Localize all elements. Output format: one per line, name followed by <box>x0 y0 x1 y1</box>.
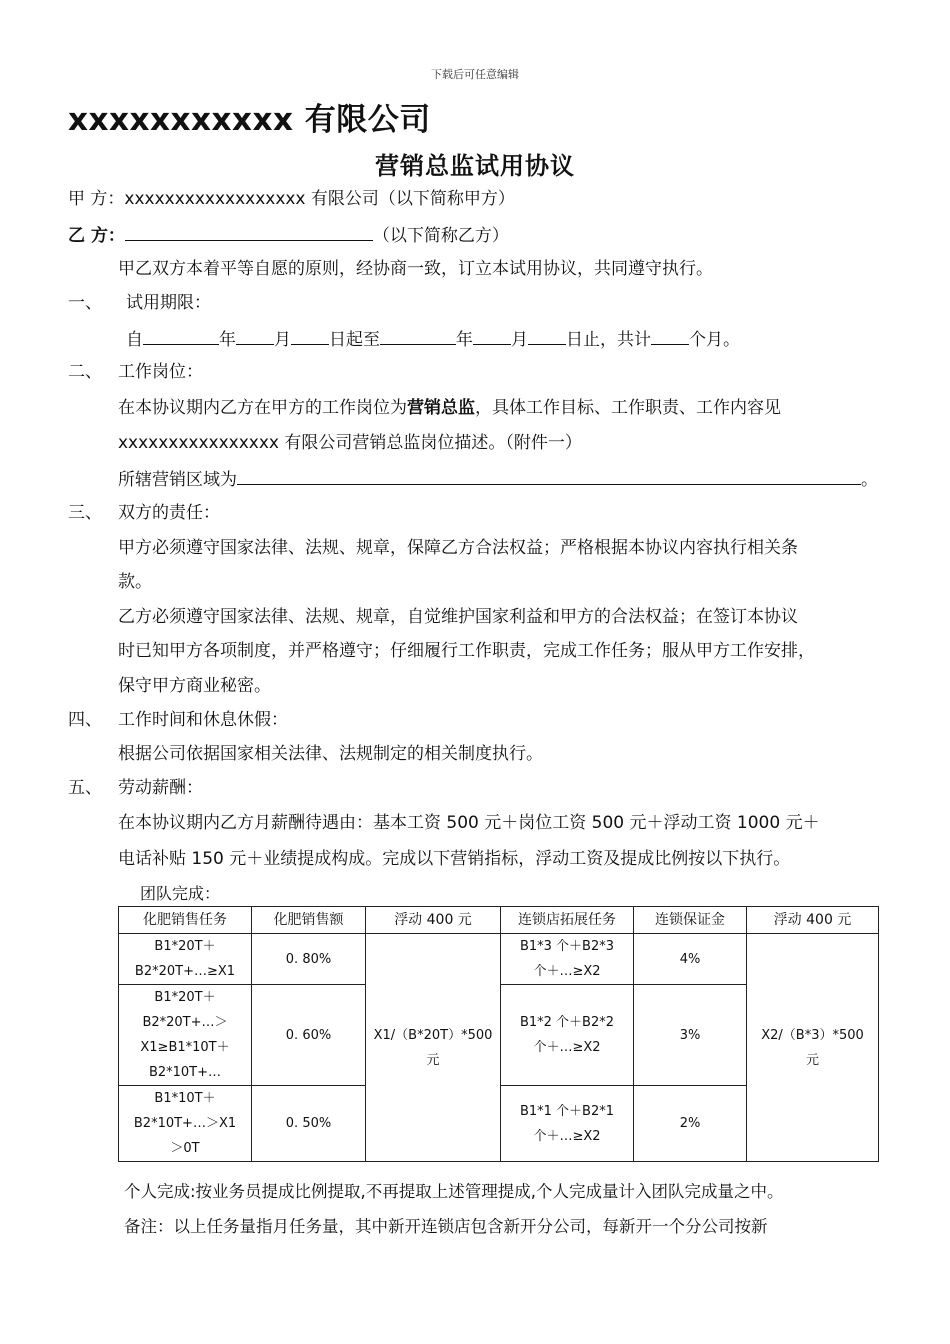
cell-line: B2*10T+… <box>148 1065 222 1080</box>
float-formula-1-cell <box>366 934 501 1162</box>
party-b-line <box>68 224 509 246</box>
fertilizer-task-cell <box>119 1086 252 1162</box>
table-header-cell: 化肥销售任务 <box>119 907 252 934</box>
chain-task-cell <box>501 934 634 985</box>
text-day-total: 日止，共计 <box>566 330 651 350</box>
work-hours-paragraph: 根据公司依据国家相关法律、法规制定的相关制度执行。 <box>118 744 543 764</box>
start-year-blank <box>143 328 219 345</box>
table-header-row <box>119 907 879 934</box>
fertilizer-task-cell <box>119 985 252 1086</box>
text-year: 年 <box>219 330 236 350</box>
text-month: 月 <box>274 330 291 350</box>
cell-line: 个＋…≥X2 <box>533 1040 601 1055</box>
end-month-blank <box>473 328 511 345</box>
end-year-blank <box>380 328 456 345</box>
salary-paragraph-line-2: 电话补贴 150 元＋业绩提成构成。完成以下营销指标，浮动工资及提成比例按以下执行。 <box>118 849 791 869</box>
table-header-cell: 化肥销售额 <box>252 907 366 934</box>
text-from-day-to: 日起至 <box>329 330 380 350</box>
commission-table <box>118 906 879 1162</box>
cell-line: B1*2 个＋B2*2 <box>519 1015 615 1030</box>
start-day-blank <box>291 328 329 345</box>
personal-completion-paragraph: 个人完成:按业务员提成比例提取,不再提取上述管理提成,个人完成量计入团队完成量之中。 <box>124 1182 784 1201</box>
party-a-label: 甲 方： <box>68 189 125 209</box>
party-a-line <box>68 189 515 209</box>
cell-line: B2*20T+…≥X1 <box>134 964 236 979</box>
party-b-label: 乙 方： <box>68 226 125 246</box>
chain-deposit-cell: 2% <box>634 1086 747 1162</box>
company-name: xxxxxxxxxxx 有限公司 <box>68 102 431 138</box>
section-3-number: 三、 <box>68 503 102 523</box>
party-b-duty-line-1: 乙方必须遵守国家法律、法规、规章，自觉维护国家利益和甲方的合法权益；在签订本协议 <box>118 607 798 627</box>
position-text-c: ，具体工作目标、工作职责、工作内容见 <box>475 398 781 418</box>
cell-line: ＞0T <box>170 1141 200 1156</box>
sales-region-blank <box>237 468 861 485</box>
section-1-title: 试用期限： <box>126 293 211 313</box>
cell-line: 个＋…≥X2 <box>533 964 601 979</box>
sales-region-label: 所辖营销区域为 <box>118 470 237 490</box>
party-b-blank <box>125 224 373 241</box>
text-month-2: 月 <box>511 330 528 350</box>
party-b-suffix: （以下简称乙方） <box>372 226 509 246</box>
remark-paragraph: 备注：以上任务量指月任务量，其中新开连锁店包含新开分公司，每新开一个分公司按新 <box>124 1217 768 1236</box>
cell-line: B1*20T＋ <box>154 939 216 954</box>
fertilizer-amount-cell: 0. 60% <box>252 985 366 1086</box>
text-zi: 自 <box>126 330 143 350</box>
text-year-2: 年 <box>456 330 473 350</box>
text-months: 个月。 <box>689 330 740 350</box>
cell-line: B1*10T＋ <box>154 1091 216 1106</box>
party-a-value: xxxxxxxxxxxxxxxxxx 有限公司（以下简称甲方） <box>124 189 515 209</box>
chain-task-cell <box>501 1086 634 1162</box>
end-day-blank <box>528 328 566 345</box>
section-3-title: 双方的责任： <box>118 503 220 523</box>
table-header-cell: 浮动 400 元 <box>366 907 501 934</box>
cell-line: 元 <box>805 1052 819 1068</box>
cell-line: 个＋…≥X2 <box>533 1128 601 1144</box>
cell-line: X2/（B*3）*500 <box>761 1027 864 1043</box>
chain-task-cell <box>501 985 634 1086</box>
cell-line: B1*20T＋ <box>154 990 216 1005</box>
position-name: 营销总监 <box>407 398 475 418</box>
section-4-title: 工作时间和休息休假： <box>118 710 288 730</box>
total-months-blank <box>651 328 689 345</box>
chain-deposit-cell: 3% <box>634 985 747 1086</box>
fertilizer-amount-cell: 0. 80% <box>252 934 366 985</box>
table-header-cell: 浮动 400 元 <box>747 907 879 934</box>
document-title: 营销总监试用协议 <box>375 152 575 180</box>
cell-line: B2*10T+…＞X1 <box>133 1116 237 1131</box>
chain-deposit-cell: 4% <box>634 934 747 985</box>
cell-line: X1≥B1*10T＋ <box>140 1040 230 1055</box>
section-4-number: 四、 <box>68 710 102 730</box>
cell-line: X1/（B*20T）*500 <box>373 1027 493 1043</box>
position-reference: xxxxxxxxxxxxxxxx 有限公司营销总监岗位描述。（附件一） <box>118 433 582 453</box>
team-completion-label: 团队完成： <box>140 884 221 903</box>
section-2-number: 二、 <box>68 362 102 382</box>
section-5-number: 五、 <box>68 778 102 798</box>
fertilizer-amount-cell: 0. 50% <box>252 1086 366 1162</box>
sales-region-line <box>118 468 878 490</box>
cell-line: B1*3 个＋B2*3 <box>519 939 615 954</box>
party-a-duty-line-1: 甲方必须遵守国家法律、法规、规章，保障乙方合法权益；严格根据本协议内容执行相关条 <box>118 538 798 558</box>
table-header-cell: 连锁保证金 <box>634 907 747 934</box>
sales-region-end: 。 <box>861 470 878 490</box>
table-header-cell: 连锁店拓展任务 <box>501 907 634 934</box>
position-text-a: 在本协议期内乙方在甲方的工作岗位为 <box>118 398 407 418</box>
float-formula-2-cell <box>747 934 879 1162</box>
party-a-duty-line-2: 款。 <box>118 572 152 592</box>
party-b-duty-line-3: 保守甲方商业秘密。 <box>118 676 271 696</box>
probation-period-line <box>126 328 740 350</box>
section-1-number: 一、 <box>68 293 102 313</box>
fertilizer-task-cell <box>119 934 252 985</box>
salary-paragraph-line-1: 在本协议期内乙方月薪酬待遇由：基本工资 500 元＋岗位工资 500 元＋浮动工资 1000 元＋ <box>118 813 820 833</box>
party-b-duty-line-2: 时已知甲方各项制度，并严格遵守；仔细履行工作职责，完成工作任务；服从甲方工作安排， <box>118 641 815 661</box>
section-2-title: 工作岗位： <box>118 362 203 382</box>
intro-paragraph: 甲乙双方本着平等自愿的原则，经协商一致，订立本试用协议，共同遵守执行。 <box>118 259 713 279</box>
section-5-title: 劳动薪酬： <box>118 778 203 798</box>
cell-line: B1*1 个＋B2*1 <box>519 1103 615 1119</box>
header-note: 下载后可任意编辑 <box>431 68 519 81</box>
cell-line: B2*20T+…＞ <box>142 1015 228 1030</box>
position-paragraph <box>118 398 781 418</box>
start-month-blank <box>236 328 274 345</box>
table-row <box>119 934 879 985</box>
cell-line: 元 <box>426 1052 440 1068</box>
